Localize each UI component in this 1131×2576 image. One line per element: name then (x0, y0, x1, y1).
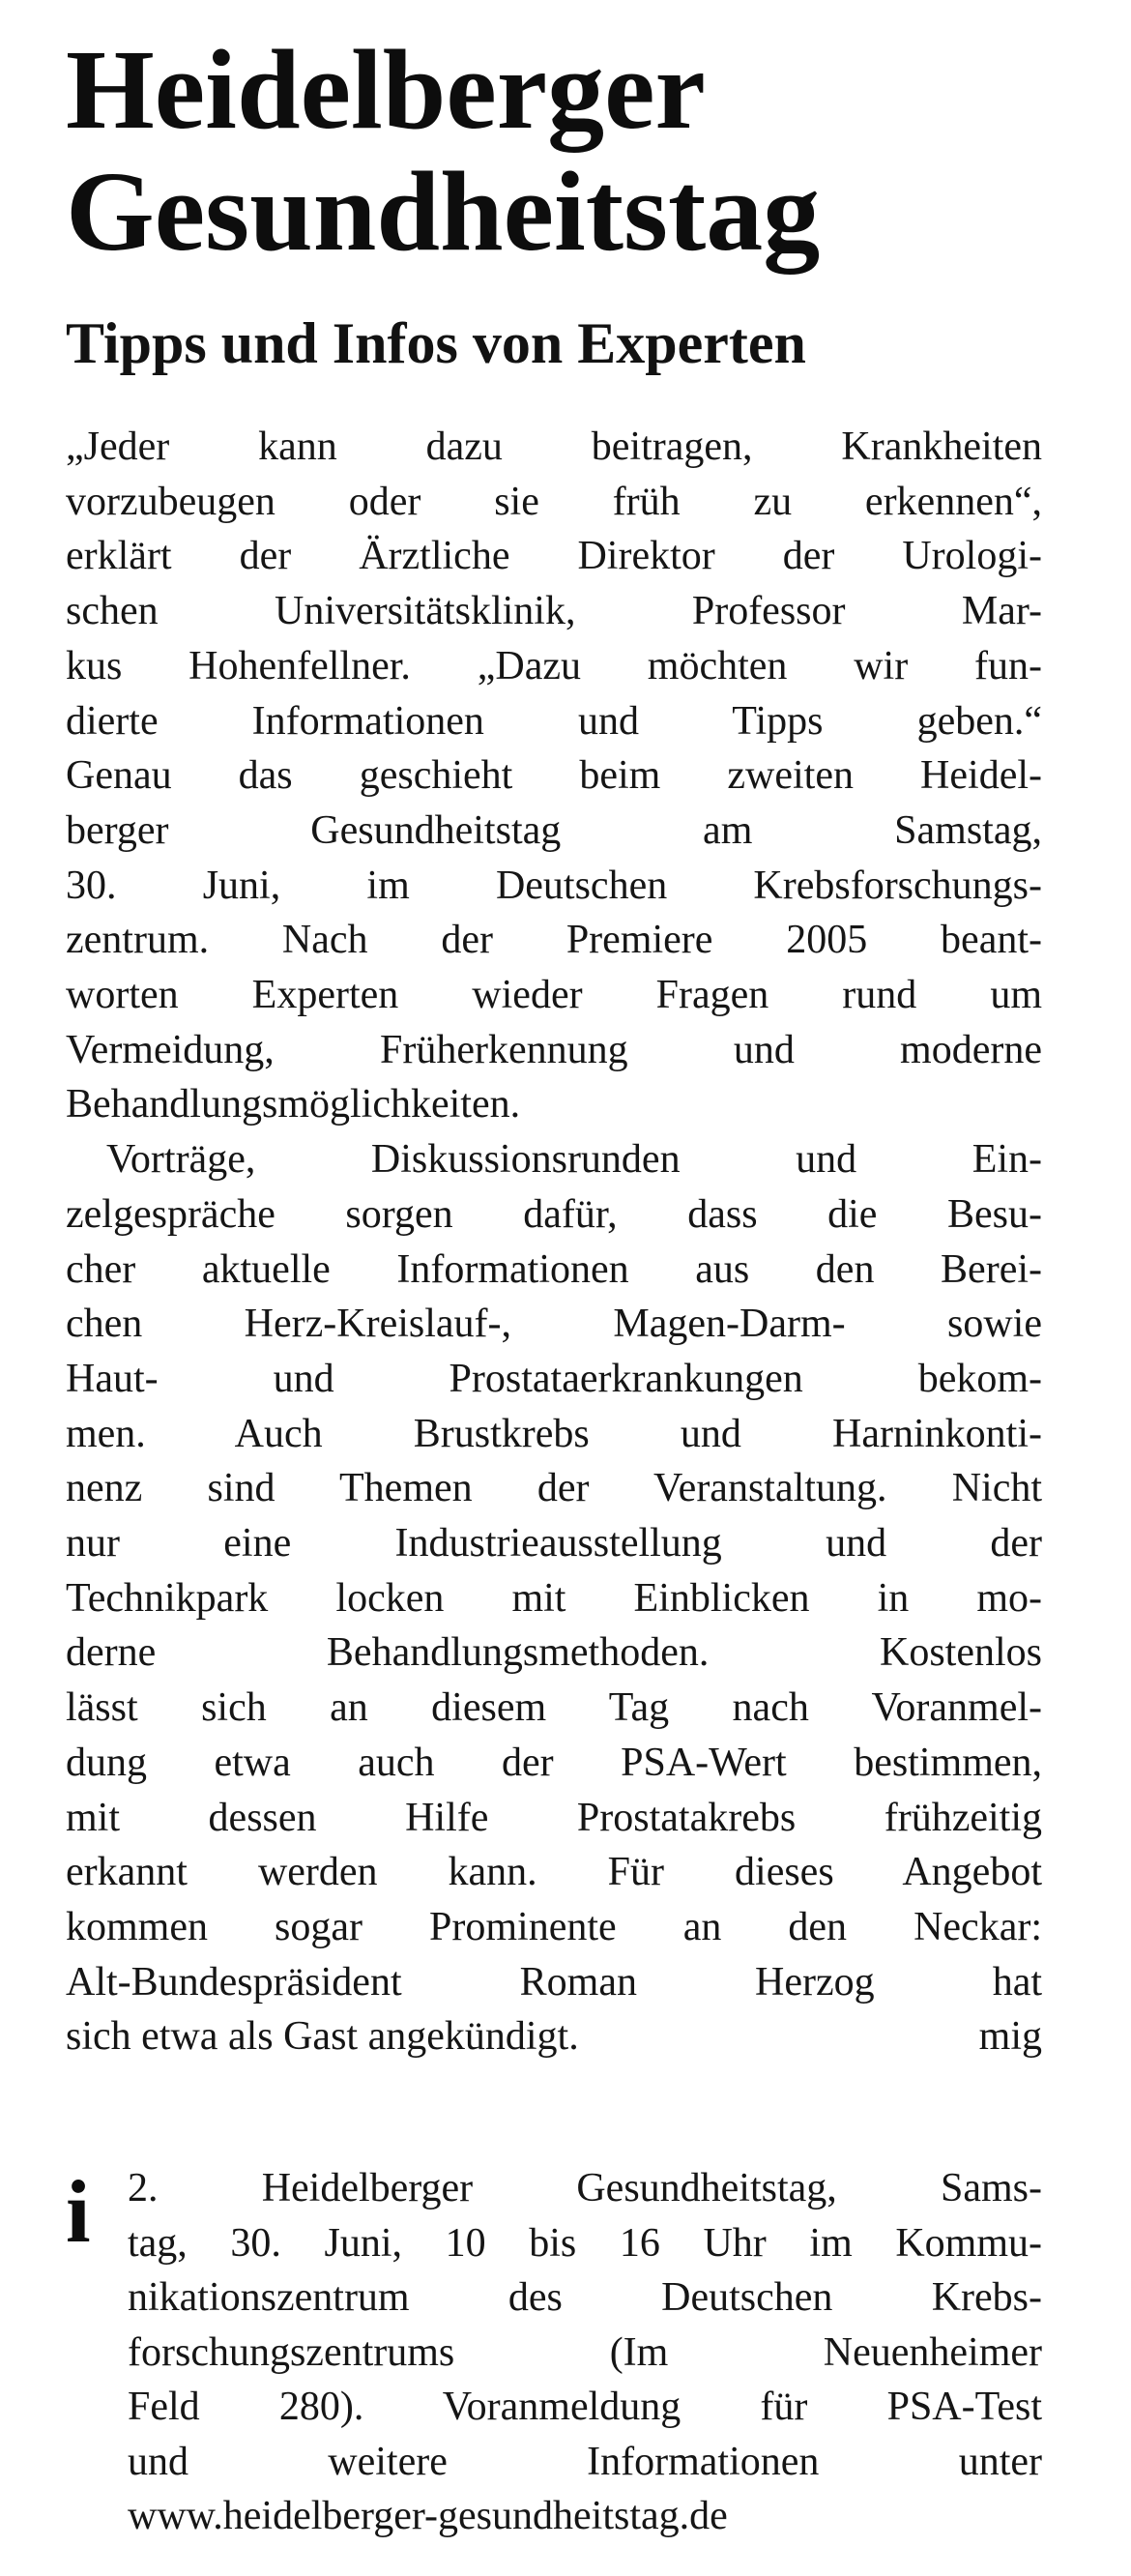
text-line: Vermeidung, Früherkennung und moderne (66, 1027, 1042, 1072)
info-text (128, 2161, 1042, 2544)
text-line: men. Auch Brustkrebs und Harninkonti- (66, 1411, 1042, 1456)
text-line: Technikpark locken mit Einblicken in mo- (66, 1575, 1042, 1621)
text-line: zentrum. Nach der Premiere 2005 beant- (66, 918, 1042, 963)
text-line: worten Experten wieder Fragen rund um (66, 973, 1042, 1018)
text-line: nur eine Industrieausstellung und der (66, 1521, 1042, 1566)
text-line: derne Behandlungsmethoden. Kostenlos (66, 1630, 1042, 1676)
text-line: dung etwa auch der PSA-Wert bestimmen, (66, 1740, 1042, 1785)
text-line: kommen sogar Prominente an den Neckar: (66, 1904, 1042, 1949)
text-line: Genau das geschieht beim zweiten Heidel- (66, 753, 1042, 799)
info-line: tag, 30. Juni, 10 bis 16 Uhr im Kommu- (128, 2220, 1042, 2266)
article-body (66, 420, 1042, 2064)
info-box (66, 2161, 1042, 2544)
info-line: 2. Heidelberger Gesundheitstag, Sams- (128, 2166, 1042, 2210)
article (66, 26, 1042, 2064)
info-icon: i (66, 2162, 91, 2261)
text-line: kus Hohenfellner. „Dazu möchten wir fun- (66, 643, 1042, 688)
text-line: 30. Juni, im Deutschen Krebsforschungs- (66, 863, 1042, 908)
text-line: Haut- und Prostataerkrankungen bekom- (66, 1356, 1042, 1401)
website-link[interactable]: www.heidelberger-gesundheitstag.de (128, 2494, 728, 2538)
text-line: erklärt der Ärztliche Direktor der Urologi- (66, 534, 1042, 579)
text-line: mit dessen Hilfe Prostatakrebs frühzeitig (66, 1795, 1042, 1840)
info-line: Feld 280). Voranmeldung für PSA-Test (128, 2385, 1042, 2429)
text-line: vorzubeugen oder sie früh zu erkennen“, (66, 479, 1042, 524)
text-line: Alt-Bundespräsident Roman Herzog hat (66, 1959, 1042, 2005)
text-line: chen Herz-Kreislauf-, Magen-Darm- sowie (66, 1302, 1042, 1347)
headline-line: Gesundheitstag (66, 148, 821, 275)
subheadline: Tipps und Infos von Experten (66, 311, 806, 375)
paragraph-1 (66, 420, 1042, 1132)
text-line: berger Gesundheitstag am Samstag, (66, 807, 1042, 853)
text-line: Behandlungsmöglichkeiten. (66, 1082, 521, 1127)
author-tag: mig (978, 2014, 1042, 2060)
info-line: und weitere Informationen unter (128, 2439, 1042, 2484)
text-line: nenz sind Themen der Veranstaltung. Nicht (66, 1466, 1042, 1511)
text-line: „Jeder kann dazu beitragen, Krankheiten (66, 424, 1042, 469)
headline-line: Heidelberger (66, 26, 706, 153)
info-line: nikationszentrum des Deutschen Krebs- (128, 2275, 1042, 2320)
paragraph-2 (66, 1132, 1042, 2064)
closing-line (66, 2009, 1042, 2064)
text-line: cher aktuelle Informationen aus den Berei- (66, 1246, 1042, 1292)
info-line: forschungszentrums (Im Neuenheimer (128, 2329, 1042, 2375)
text-line: zelgespräche sorgen dafür, dass die Besu- (66, 1191, 1042, 1237)
text-line: lässt sich an diesem Tag nach Voranmel- (66, 1685, 1042, 1731)
text-line: erkannt werden kann. Für dieses Angebot (66, 1850, 1042, 1895)
headline (66, 26, 1042, 275)
text-line: Vorträge, Diskussionsrunden und Ein- (106, 1137, 1042, 1183)
text-line: schen Universitätsklinik, Professor Mar- (66, 589, 1042, 634)
text-line: dierte Informationen und Tipps geben.“ (66, 698, 1042, 744)
text-line: sich etwa als Gast angekündigt. (66, 2014, 579, 2060)
